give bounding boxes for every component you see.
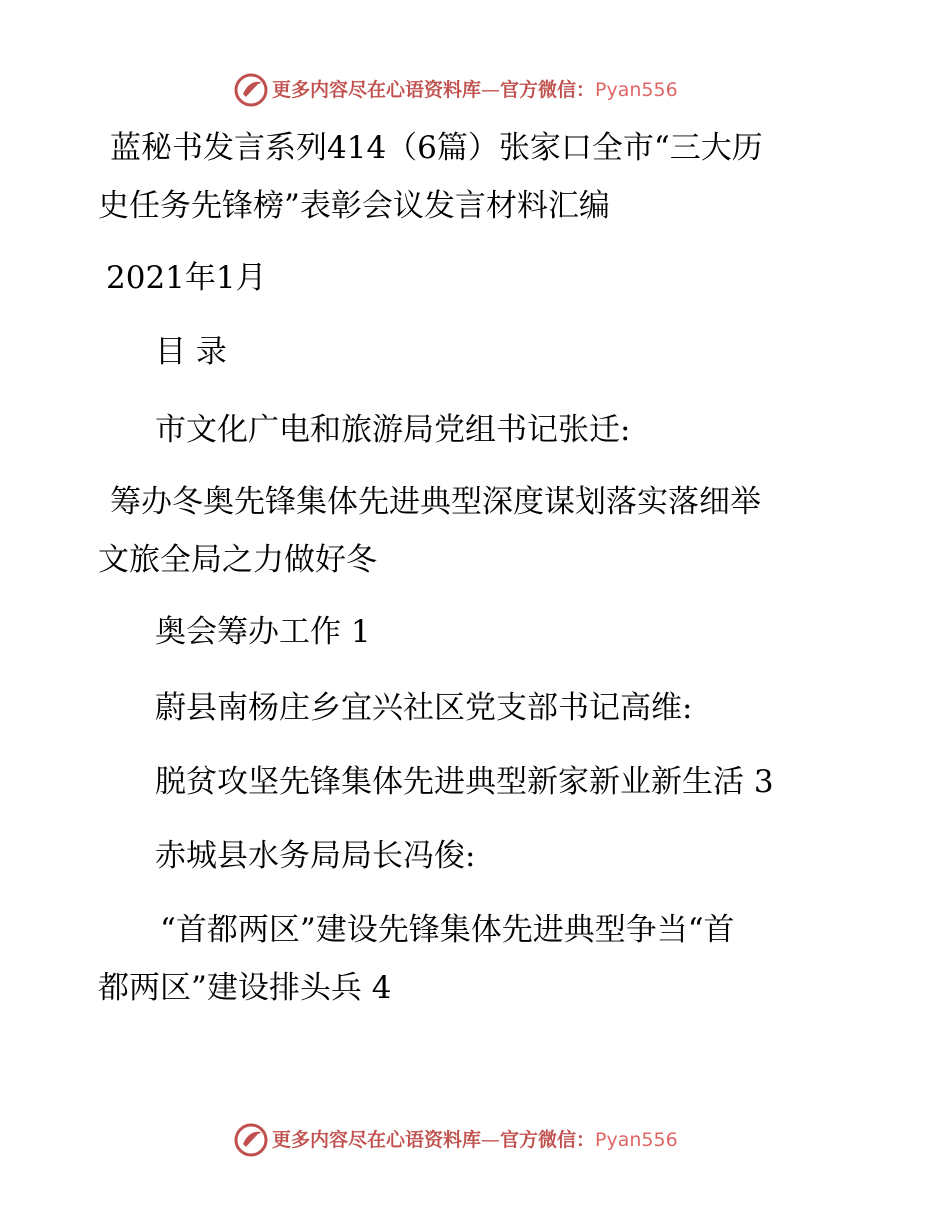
toc-item-1-line3: 奥会筹办工作 1 <box>155 614 371 650</box>
toc-item-3-line2: 都两区”建设排头兵 4 <box>98 970 392 1006</box>
toc-heading: 目 录 <box>155 334 227 370</box>
toc-item-2-line1: 脱贫攻坚先锋集体先进典型新家新业新生活 3 <box>155 764 774 800</box>
banner-main: 更多内容尽在心语资料库 <box>272 79 482 101</box>
doc-title-line2: 史任务先锋榜”表彰会议发言材料汇编 <box>98 188 610 224</box>
logo-icon <box>233 1122 269 1158</box>
footer-banner <box>0 1120 950 1160</box>
banner-dash: — <box>481 79 501 101</box>
banner-sub: 官方微信： <box>500 79 596 101</box>
logo-icon <box>233 72 269 108</box>
toc-item-1-line2: 文旅全局之力做好冬 <box>98 542 377 578</box>
toc-item-3-line1: “首都两区”建设先锋集体先进典型争当“首 <box>160 912 735 948</box>
header-banner <box>0 70 950 110</box>
banner-wechat-id: Pyan556 <box>595 1129 678 1151</box>
banner-text <box>272 1128 678 1152</box>
banner-dash: — <box>481 1129 501 1151</box>
banner-sub: 官方微信： <box>500 1129 596 1151</box>
toc-speaker-3: 赤城县水务局局长冯俊: <box>155 838 476 874</box>
banner-main: 更多内容尽在心语资料库 <box>272 1129 482 1151</box>
toc-speaker-1: 市文化广电和旅游局党组书记张迁: <box>155 412 631 448</box>
toc-speaker-2: 蔚县南杨庄乡宜兴社区党支部书记高维: <box>155 690 693 726</box>
banner-text <box>272 78 678 102</box>
toc-item-1-line1: 筹办冬奥先锋集体先进典型深度谋划落实落细举 <box>110 484 761 520</box>
doc-date: 2021年1月 <box>106 260 267 296</box>
doc-title-line1: 蓝秘书发言系列414（6篇）张家口全市“三大历 <box>110 130 763 166</box>
banner-wechat-id: Pyan556 <box>595 79 678 101</box>
